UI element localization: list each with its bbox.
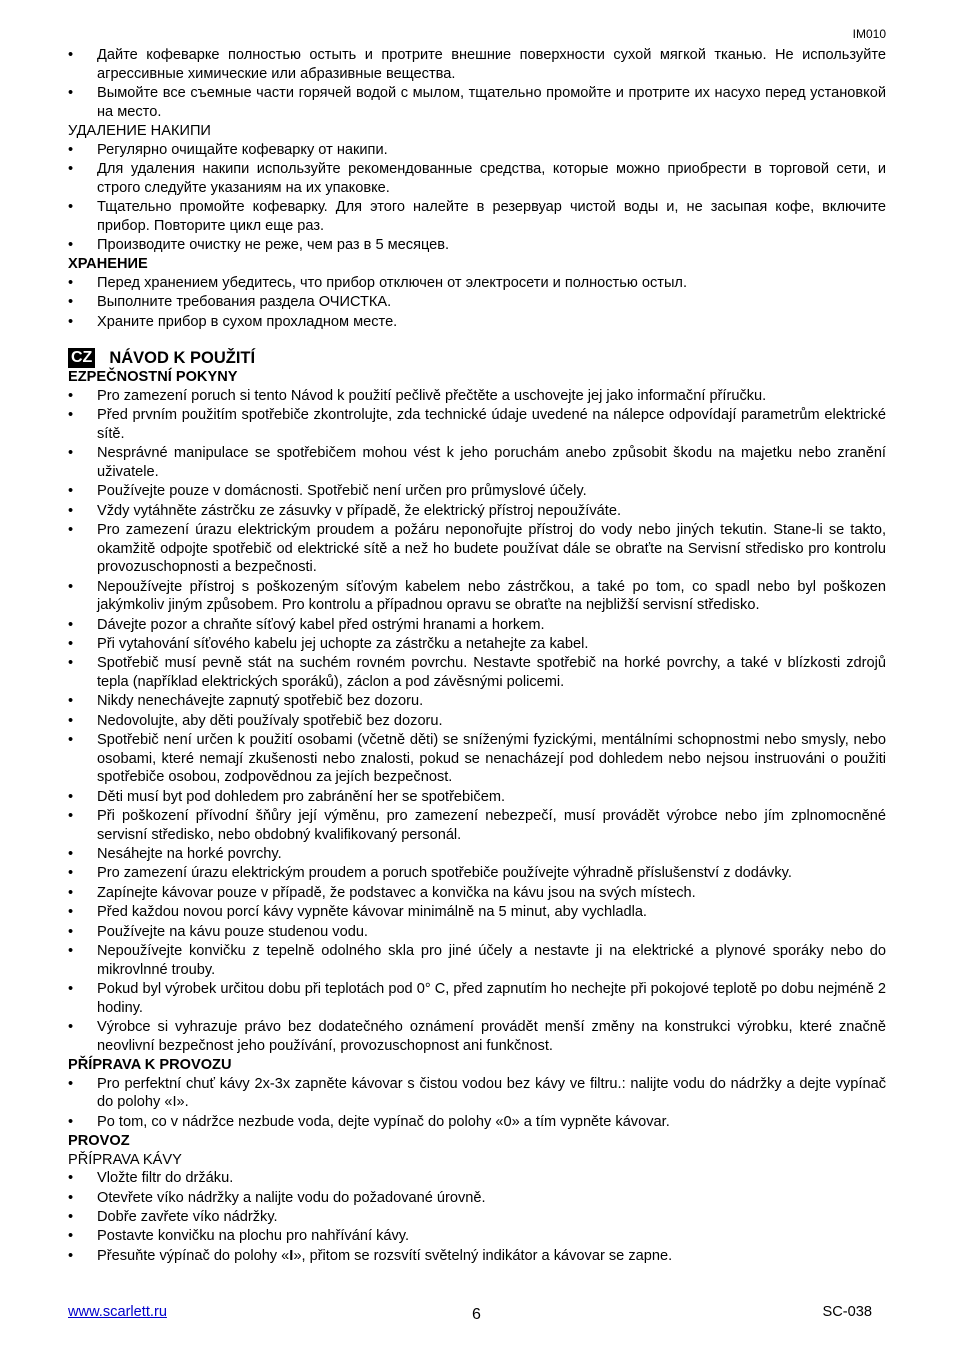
list-item-text-after: », přitom se rozsvítí světelný indikátor a kávovar se zapne. — [293, 1247, 673, 1264]
descaling-heading: УДАЛЕНИЕ НАКИПИ — [68, 122, 211, 139]
bullet-icon: • — [68, 616, 74, 633]
storage-list — [68, 274, 886, 331]
list-item-text: Pro perfektní chuť kávy 2x-3x zapněte kávovar s čistou vodou bez kávy ve filtru.: nalijte vodu do nádržky a dejte vypínač do polohy «I». — [97, 1075, 886, 1111]
list-item — [68, 521, 886, 577]
list-item — [68, 807, 886, 844]
storage-heading: ХРАНЕНИЕ — [68, 256, 148, 273]
bullet-icon: • — [68, 141, 74, 158]
list-item — [68, 1075, 886, 1112]
list-item — [68, 712, 886, 731]
list-item-text: Zapínejte kávovar pouze v případě, že podstavec a konvička na kávu jsou na svých místech. — [97, 884, 696, 901]
list-item-text: Перед хранением убедитесь, что прибор отключен от электросети и полностью остыл. — [97, 274, 687, 291]
list-item — [68, 387, 886, 406]
bullet-icon: • — [68, 483, 74, 500]
bullet-icon: • — [68, 160, 74, 177]
list-item-text: Při vytahování síťového kabelu jej uchopte za zástrčku a netahejte za kabel. — [97, 635, 589, 652]
list-item — [68, 1208, 886, 1227]
list-item — [68, 731, 886, 787]
bullet-icon: • — [68, 884, 74, 901]
bullet-icon: • — [68, 923, 74, 940]
list-item — [68, 692, 886, 711]
list-item-text: Дайте кофеварке полностью остыть и протрите внешние поверхности сухой мягкой тканью. Не используйте агрессивные химические или абразивные вещества. — [97, 47, 886, 82]
list-item-text: Nesprávné manipulace se spotřebičem mohou vést k jeho poruchám anebo způsobit škodu na majetku nebo zranění uživatele. — [97, 445, 886, 480]
list-item — [68, 942, 886, 979]
bullet-icon: • — [68, 808, 74, 825]
list-item-text: Nesáhejte na horké povrchy. — [97, 846, 282, 863]
list-item — [68, 923, 886, 942]
footer-model-code: SC-038 — [822, 1304, 872, 1320]
list-item — [68, 864, 886, 883]
bullet-icon: • — [68, 732, 74, 749]
list-item — [68, 1169, 886, 1188]
operation-heading: PROVOZ — [68, 1132, 130, 1149]
list-item-text: Регулярно очищайте кофеварку от накипи. — [97, 141, 388, 158]
bullet-icon: • — [68, 522, 74, 539]
list-item — [68, 616, 886, 635]
cz-manual-heading: NÁVOD K POUŽITÍ — [109, 348, 256, 367]
list-item — [68, 141, 886, 160]
list-item-text: Používejte na kávu pouze studenou vodu. — [97, 923, 368, 940]
list-item-text: Nedovolujte, aby děti používaly spotřebič bez dozoru. — [97, 712, 443, 729]
bullet-icon: • — [68, 981, 74, 998]
list-item-text-before: Přesuňte výpínač do polohy « — [97, 1247, 290, 1264]
cleaning-list — [68, 46, 886, 121]
list-item — [68, 1227, 886, 1246]
bullet-icon: • — [68, 788, 74, 805]
bullet-icon: • — [68, 578, 74, 595]
page-number: 6 — [472, 1306, 481, 1323]
list-item — [68, 160, 886, 197]
cz-section-title — [68, 348, 886, 368]
list-item-text: Před prvním použitím spotřebiče zkontrolujte, zda technické údaje uvedené na nálepce odpovídají parametrům elektrické sítě. — [97, 407, 886, 442]
switch-position-label: I — [289, 1247, 294, 1264]
bullet-icon: • — [68, 47, 74, 63]
list-item-text: Храните прибор в сухом прохладном месте. — [97, 313, 398, 330]
list-item-text: Při poškození přívodní šňůry její výměnu, pro zamezení nebezpečí, musí provádět výrobce nebo jím zplnomocněné servisní středisko, nebo obdobný kvalifikovaný personál. — [97, 808, 886, 843]
bullet-icon: • — [68, 693, 74, 710]
bullet-icon: • — [68, 712, 74, 729]
bullet-icon: • — [68, 84, 74, 101]
list-item-text: Před každou novou porcí kávy vypněte kávovar minimálně na 5 minut, aby vychladla. — [97, 904, 647, 921]
list-item — [68, 635, 886, 654]
list-item — [68, 654, 886, 691]
bullet-icon: • — [68, 1228, 74, 1245]
bullet-icon: • — [68, 1208, 74, 1225]
bullet-icon: • — [68, 846, 74, 863]
list-item — [68, 1018, 886, 1055]
bullet-icon: • — [68, 313, 74, 330]
list-item — [68, 274, 886, 293]
list-item-text: Spotřebič není určen k použití osobami (včetně děti) se sníženými fyzickými, mentálními schopnostmi nebo smysly, nebo osobami, které nemají zkušenosti nebo znalosti, pokud se nenacházejí pod dohledem nebo nejsou instruováni o použiti spotřebiče osobou, zodpovědnou za jejích bezpečnost. — [97, 732, 886, 786]
list-item-text: Výrobce si vyhrazuje právo bez dodatečného oznámení provádět menší změny na konstrukci výrobku, které značně neovlivní bezpečnost jeho používání, provozuschopnost ani funkčnost. — [97, 1019, 886, 1054]
list-item-text: Производите очистку не реже, чем раз в 5 месяцев. — [97, 236, 450, 253]
list-item-text: Выполните требования раздела ОЧИСТКА. — [97, 294, 392, 311]
list-item-text: Postavte konvičku na plochu pro nahřívání kávy. — [97, 1228, 410, 1245]
coffee-prep-list — [68, 1169, 886, 1265]
model-code: IM010 — [852, 27, 886, 41]
list-item-text: Pro zamezení úrazu elektrickým proudem a požáru neponořujte přístroj do vody nebo jiných tekutin. Stane-li se takto, okamžitě odpojte spotřebič od elektrické sítě a než ho budete používat dále se obraťte na Servisní středisko pro kontrolu provozuschopnosti a bezpečnosti. — [97, 522, 886, 576]
list-item-text: Pro zamezení úrazu elektrickým proudem a poruch spotřebiče používejte výhradně příslušenství z dodávky. — [97, 865, 792, 882]
list-item — [68, 406, 886, 443]
list-item — [68, 293, 886, 312]
bullet-icon: • — [68, 502, 74, 519]
list-item — [68, 1189, 886, 1208]
bullet-icon: • — [68, 1189, 74, 1206]
list-item — [68, 236, 886, 255]
bullet-icon: • — [68, 1113, 74, 1130]
list-item — [68, 84, 886, 121]
list-item-text: Вымойте все съемные части горячей водой с мылом, тщательно промойте и протрите их насухо перед установкой на место. — [97, 84, 886, 120]
bullet-icon: • — [68, 635, 74, 652]
list-item-text: Dávejte pozor a chraňte síťový kabel před ostrými hranami a horkem. — [97, 616, 545, 633]
bullet-icon: • — [68, 1247, 74, 1264]
safety-heading: EZPEČNOSTNÍ POKYNY — [68, 369, 238, 386]
list-item — [68, 482, 886, 501]
bullet-icon: • — [68, 655, 74, 672]
bullet-icon: • — [68, 445, 74, 462]
descaling-list — [68, 141, 886, 255]
coffee-prep-heading: PŘÍPRAVA KÁVY — [68, 1151, 182, 1168]
bullet-icon: • — [68, 865, 74, 882]
list-item-text: Pro zamezení poruch si tento Návod k použití pečlivě přečtěte a uschovejte jej jako informační příručku. — [97, 387, 767, 404]
bullet-icon: • — [68, 904, 74, 921]
bullet-icon: • — [68, 1170, 74, 1187]
website-link[interactable]: www.scarlett.ru — [68, 1304, 167, 1320]
list-item-text: Vždy vytáhněte zástrčku ze zásuvky v případě, že elektrický přístroj nepoužíváte. — [97, 502, 621, 519]
list-item — [68, 845, 886, 864]
list-item-text: Nepoužívejte konvičku z tepelně odolného skla pro jiné účely a nestavte ji na elektrické a plynové sporáky nebo do mikrovlnné trouby. — [97, 943, 886, 978]
list-item-text: Spotřebič musí pevně stát na suchém rovném povrchu. Nestavte spotřebič na horké povrchy, a také v blízkosti zdrojů tepla (například elektrických sporáků), záclon a pod závěsnými policemi. — [97, 655, 886, 690]
list-item — [68, 884, 886, 903]
bullet-icon: • — [68, 198, 74, 215]
bullet-icon: • — [68, 274, 74, 291]
bullet-icon: • — [68, 236, 74, 253]
list-item — [68, 502, 886, 521]
list-item — [68, 903, 886, 922]
bullet-icon: • — [68, 294, 74, 311]
bullet-icon: • — [68, 387, 74, 404]
list-item — [68, 444, 886, 481]
list-item-text: Otevřete víko nádržky a nalijte vodu do požadované úrovně. — [97, 1189, 486, 1206]
list-item-last — [68, 1247, 886, 1266]
list-item-text: Nepoužívejte přístroj s poškozeným síťovým kabelem nebo zástrčkou, a také po tom, co spadl nebo byl poškozen jakýmkoliv jiným způsobem. Pro kontrolu a případnou opravu se obraťte na nejbližší servisní středisko. — [97, 578, 886, 614]
list-item-text: Для удаления накипи используйте рекомендованные средства, которые можно приобрести в торговой сети, и строго следуйте указаниям на их упаковке. — [97, 160, 886, 196]
list-item — [68, 313, 886, 332]
safety-list — [68, 387, 886, 1055]
list-item — [68, 198, 886, 235]
list-item-text: Používejte pouze v domácnosti. Spotřebič není určen pro průmyslové účely. — [97, 483, 587, 500]
cz-language-badge: CZ — [68, 348, 95, 368]
list-item — [68, 578, 886, 615]
preparation-heading: PŘÍPRAVA K PROVOZU — [68, 1056, 232, 1073]
list-item-text: Dobře zavřete víko nádržky. — [97, 1208, 278, 1225]
bullet-icon: • — [68, 943, 74, 960]
bullet-icon: • — [68, 407, 74, 424]
list-item-text: Po tom, co v nádržce nezbude voda, dejte vypínač do polohy «0» a tím vypněte kávovar. — [97, 1113, 670, 1130]
list-item — [68, 1113, 886, 1132]
page-content — [68, 46, 886, 1266]
list-item-text: Pokud byl výrobek určitou dobu při teplotách pod 0° C, před zapnutím ho nechejte při pokojové teplotě po dobu nejméně 2 hodiny. — [97, 981, 886, 1016]
list-item-text: Nikdy nenechávejte zapnutý spotřebič bez dozoru. — [97, 693, 424, 710]
list-item — [68, 46, 886, 83]
preparation-list — [68, 1075, 886, 1132]
list-item-text: Тщательно промойте кофеварку. Для этого налейте в резервуар чистой воды и, не засыпая кофе, включите прибор. Повторите цикл еще раз. — [97, 198, 886, 234]
list-item — [68, 980, 886, 1017]
list-item — [68, 788, 886, 807]
list-item-text: Vložte filtr do držáku. — [97, 1170, 234, 1187]
bullet-icon: • — [68, 1019, 74, 1035]
bullet-icon: • — [68, 1075, 74, 1092]
list-item-text: Děti musí byt pod dohledem pro zabránění her se spotřebičem. — [97, 788, 506, 805]
